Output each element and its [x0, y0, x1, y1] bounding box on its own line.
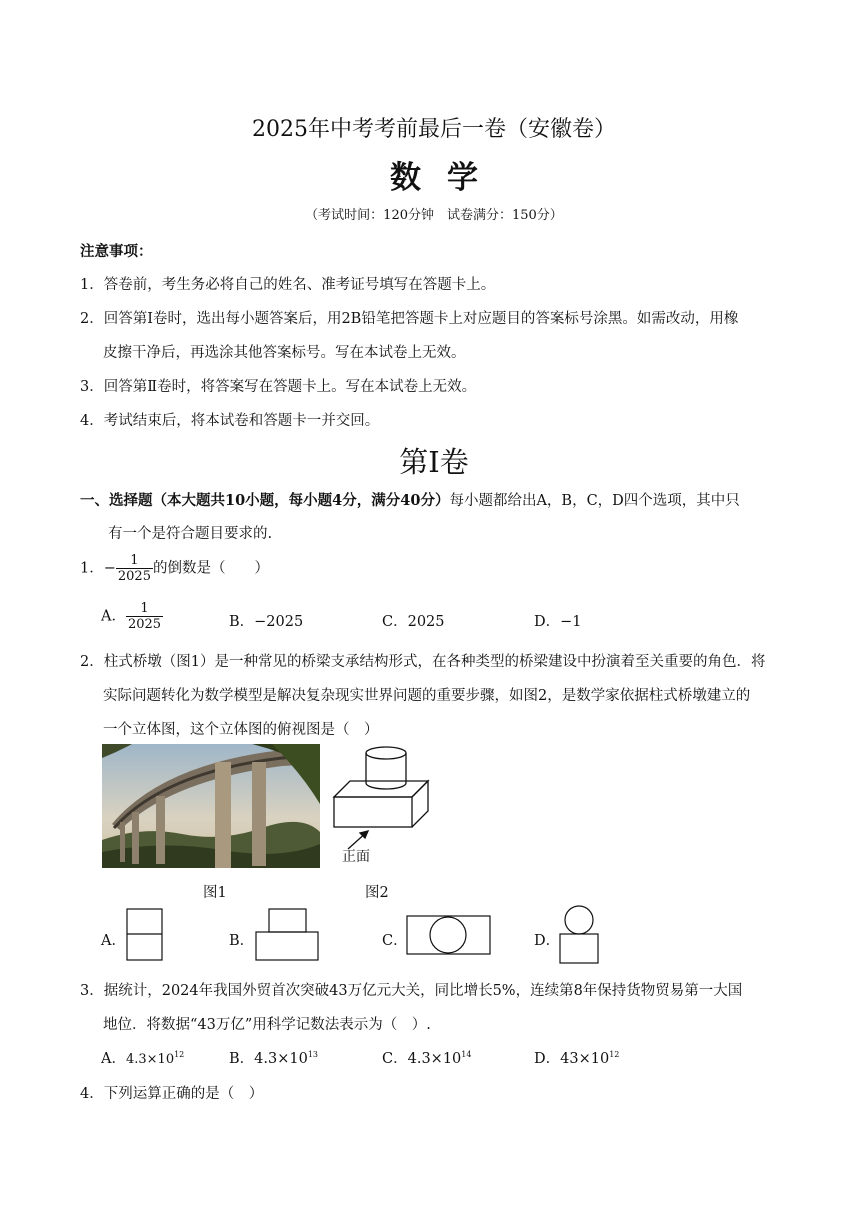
fraction-numerator: 1 [116, 553, 153, 569]
q2-option-c-label: C． [382, 933, 408, 949]
q1-option-b: B．−2025 [229, 614, 304, 630]
subject-title: 数学 [390, 160, 504, 196]
question-1-stem [80, 553, 269, 584]
q1-option-a [101, 601, 163, 632]
option-exponent: 12 [609, 1050, 620, 1060]
exam-title: 2025年中考考前最后一卷（安徽卷） [252, 117, 616, 142]
bridge-photo [102, 744, 320, 868]
option-d-figure [558, 905, 602, 965]
q3-option-b [229, 1047, 318, 1068]
fraction [116, 553, 153, 584]
question-3-line1: 3．据统计，2024年我国外贸首次突破43万亿元大关，同比增长5%，连续第8年保持货物贸易第一大国 [80, 983, 743, 999]
question-2-line2: 实际问题转化为数学模型是解决复杂现实世界问题的重要步骤，如图2，是数学家依据柱式桥墩建立的 [103, 688, 751, 704]
option-base: 4.3×10 [254, 1051, 308, 1067]
q2-option-b-label: B． [229, 933, 255, 949]
q2-option-a-label: A． [101, 933, 126, 949]
option-base: 43×10 [560, 1051, 610, 1067]
fig1-caption: 图1 [203, 885, 227, 901]
option-exponent: 14 [461, 1050, 472, 1060]
question-2-line1: 2．柱式桥墩（图1）是一种常见的桥梁支承结构形式，在各种类型的桥梁建设中扮演着至关重要的角色．将 [80, 654, 766, 670]
question-number: 1． [80, 560, 104, 577]
option-a-figure [126, 908, 164, 962]
option-exponent: 13 [307, 1050, 319, 1060]
notes-heading: 注意事项： [80, 243, 153, 260]
note-item: 3．回答第Ⅱ卷时，将答案写在答题卡上。写在本试卷上无效。 [80, 379, 477, 395]
question-3-line2: 地位．将数据“43万亿”用科学记数法表示为（ ）. [103, 1017, 431, 1033]
question-1-rest: 的倒数是（ ） [152, 560, 269, 577]
note-item: 4．考试结束后，将本试卷和答题卡一并交回。 [80, 413, 380, 429]
fraction-numerator: 1 [126, 601, 163, 617]
fig2-caption: 图2 [365, 885, 389, 901]
fraction [126, 601, 163, 632]
note-item: 1．答卷前，考生务必将自己的姓名、准考证号填写在答题卡上。 [80, 277, 496, 293]
note-item: 2．回答第Ⅰ卷时，选出每小题答案后，用2B铅笔把答题卡上对应题目的答案标号涂黑。如需改动，用橡 [80, 311, 739, 327]
option-b-figure [255, 908, 321, 962]
q3-option-c [382, 1047, 471, 1068]
option-label: A． [101, 1051, 126, 1067]
option-base: 4.3×10 [407, 1051, 462, 1067]
part-title: 第Ⅰ卷 [399, 445, 469, 479]
option-label: A． [101, 608, 126, 625]
option-c-figure [406, 915, 492, 957]
time-info: （考试时间：120分钟 试卷满分：150分） [305, 208, 563, 223]
option-label: C． [382, 1051, 408, 1067]
fraction-denominator: 2025 [127, 617, 162, 632]
section-heading-line2: 有一个是符合题目要求的. [108, 526, 273, 542]
option-label: D． [534, 1051, 561, 1067]
option-label: B． [229, 1051, 255, 1067]
q3-option-d [534, 1047, 619, 1068]
question-2-line3: 一个立体图，这个立体图的俯视图是（ ） [103, 722, 379, 738]
question-4-line1: 4．下列运算正确的是（ ） [80, 1086, 264, 1102]
section-heading-rest: 每小题都给出A，B，C，D四个选项，其中只 [449, 493, 740, 509]
option-base: 4.3×10 [125, 1052, 175, 1067]
section-heading [80, 489, 740, 510]
minus-sign: − [103, 560, 116, 577]
q3-option-a [101, 1047, 184, 1068]
q2-option-d-label: D． [534, 933, 561, 949]
q1-option-c: C．2025 [382, 614, 445, 630]
option-exponent: 12 [174, 1050, 185, 1060]
front-label: 正面 [342, 849, 370, 865]
note-item: 皮擦干净后，再选涂其他答案标号。写在本试卷上无效。 [103, 345, 466, 361]
q1-option-d: D．−1 [534, 614, 582, 630]
section-heading-bold: 一、选择题（本大题共10小题，每小题4分，满分40分） [80, 492, 450, 509]
fraction-denominator: 2025 [117, 569, 151, 584]
